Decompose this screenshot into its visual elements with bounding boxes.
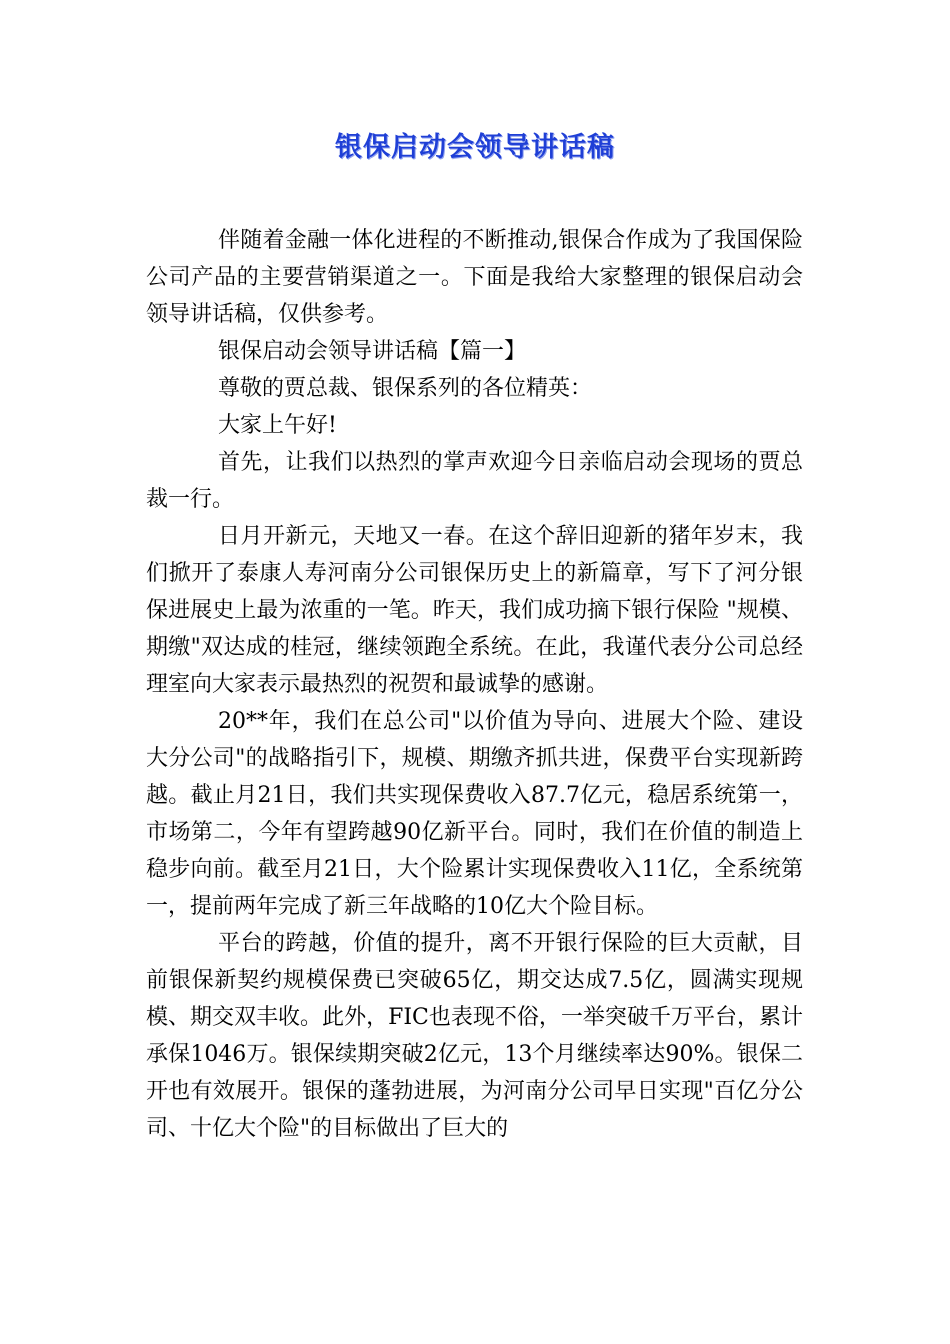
paragraph-achievements: 20**年，我们在总公司"以价值为导向、进展大个险、建设大分公司"的战略指引下，规模、期缴齐抓共进，保费平台实现新跨越。截止月21日，我们共实现保费收入87.7亿元，稳居系统第一，市场第二，今年有望跨越90亿新平台。同时，我们在价值的制造上稳步向前。截至月21日，大个险累计实现保费收入11亿，全系统第一，提前两年完成了新三年战略的10亿大个险目标。 [146, 709, 803, 919]
paragraph-greeting: 大家上午好! [218, 413, 337, 438]
paragraph-welcome: 首先，让我们以热烈的掌声欢迎今日亲临启动会现场的贾总裁一行。 [146, 450, 803, 512]
paragraph-salutation: 尊敬的贾总裁、银保系列的各位精英： [218, 376, 593, 401]
paragraph-intro: 伴随着金融一体化进程的不断推动,银保合作成为了我国保险公司产品的主要营销渠道之一。下面是我给大家整理的银保启动会领导讲话稿，仅供参考。 [146, 228, 803, 327]
paragraph-bancassurance: 平台的跨越，价值的提升，离不开银行保险的巨大贡献，目前银保新契约规模保费已突破65亿，期交达成7.5亿，圆满实现规模、期交双丰收。此外，FIC也表现不俗，一举突破千万平台，累计承保1046万。银保续期突破2亿元，13个月继续率达90%。银保二开也有效展开。银保的蓬勃进展，为河南分公司早日实现"百亿分公司、十亿大个险"的目标做出了巨大的 [146, 931, 803, 1141]
document-body [146, 222, 803, 1147]
paragraph-section-heading: 银保启动会领导讲话稿【篇一】 [218, 339, 527, 364]
paragraph-new-year: 日月开新元，天地又一春。在这个辞旧迎新的猪年岁末，我们掀开了泰康人寿河南分公司银保历史上的新篇章，写下了河分银保进展史上最为浓重的一笔。昨天，我们成功摘下银行保险 "规模、期缴"双达成的桂冠，继续领跑全系统。在此，我谨代表分公司总经理室向大家表示最热烈的祝贺和最诚挚的感谢。 [146, 524, 803, 697]
document-title: 银保启动会领导讲话稿 [335, 132, 615, 163]
